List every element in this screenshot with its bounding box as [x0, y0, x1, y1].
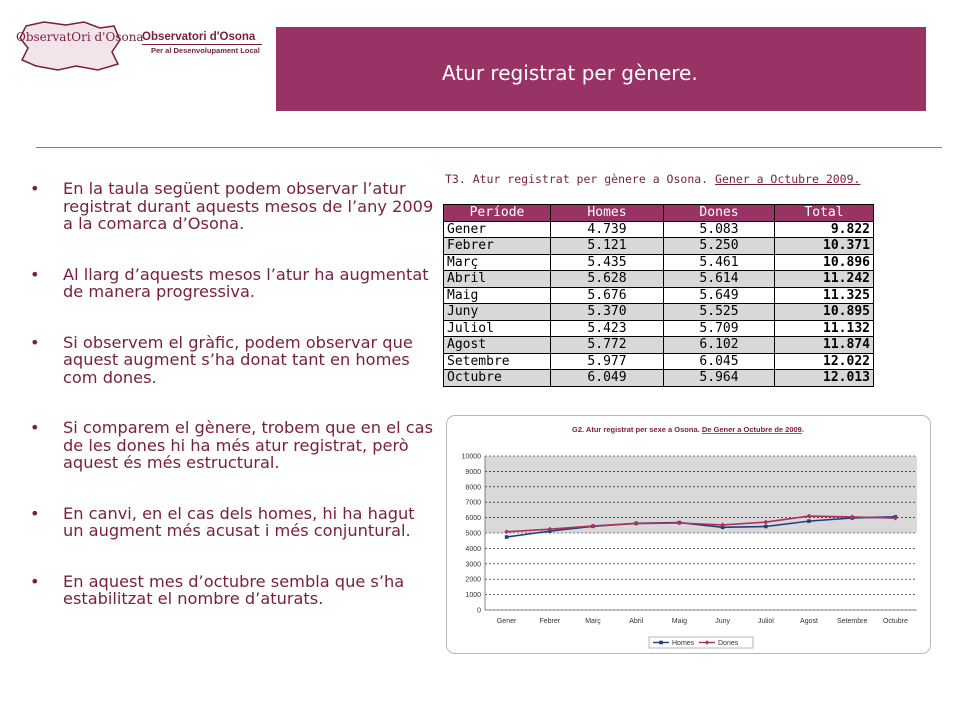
- x-tick-label: Setembre: [837, 618, 868, 625]
- table-cell: 5.083: [664, 221, 775, 238]
- x-tick-label: Agost: [800, 618, 818, 625]
- y-tick-label: 2000: [465, 576, 481, 584]
- table-cell: 5.977: [551, 353, 664, 370]
- title-banner: [276, 27, 926, 111]
- data-point-homes: [764, 525, 768, 529]
- x-tick-label: Octubre: [882, 618, 908, 625]
- table-cell: 10.895: [775, 304, 874, 321]
- table-cell: 12.013: [775, 370, 874, 387]
- table-cell: 11.132: [775, 320, 874, 337]
- y-tick-label: 6000: [465, 515, 481, 523]
- plot-background-lower: [485, 533, 917, 610]
- emblem-text: ObservatOri d'Osona: [16, 30, 144, 44]
- bullet-item: • Si observem el gràfic, podem observar que aquest augment s’ha donat tant en homes com dones.: [30, 334, 440, 387]
- bullet-item: • Si comparem el gènere, trobem que en el cas de les dones hi ha més atur registrat, però aquest és més estructural.: [30, 419, 440, 472]
- bullet-item: • En canvi, en el cas dels homes, hi ha hagut un augment més acusat i més conjuntural.: [30, 505, 440, 540]
- table-cell: Abril: [444, 271, 551, 288]
- bullet-item: • En aquest mes d’octubre sembla que s’ha estabilitzat el nombre d’aturats.: [30, 573, 440, 608]
- y-tick-label: 8000: [465, 484, 481, 492]
- table-cell: Juliol: [444, 320, 551, 337]
- table-row: [444, 304, 874, 321]
- table-cell: 5.121: [551, 238, 664, 255]
- table-row: [444, 353, 874, 370]
- data-table: [443, 204, 874, 387]
- table-title: [445, 172, 860, 186]
- x-tick-label: Febrer: [539, 618, 561, 625]
- plot-background: [485, 456, 917, 533]
- legend-label-dones: Dones: [718, 640, 739, 647]
- bullet-item: • Al llarg d’aquests mesos l’atur ha augmentat de manera progressiva.: [30, 266, 440, 301]
- table-cell: 6.049: [551, 370, 664, 387]
- column-header: Homes: [551, 205, 664, 222]
- table-row: [444, 221, 874, 238]
- table-header-row: [444, 205, 874, 222]
- y-tick-label: 5000: [465, 530, 481, 538]
- table-row: [444, 370, 874, 387]
- logo: [14, 20, 264, 72]
- chart-panel: [446, 415, 931, 654]
- table-cell: 5.964: [664, 370, 775, 387]
- x-tick-label: Març: [585, 618, 601, 625]
- table-cell: 5.649: [664, 287, 775, 304]
- bullet-item: • En la taula següent podem observar l’atur registrat durant aquests mesos de l’any 2009 a la comarca d’Osona.: [30, 180, 440, 233]
- column-header: Total: [775, 205, 874, 222]
- brand-tagline: Per al Desenvolupament Local: [151, 46, 260, 55]
- table-cell: 5.709: [664, 320, 775, 337]
- y-tick-label: 9000: [465, 468, 481, 476]
- data-point-homes: [807, 519, 811, 523]
- chart-title-prefix: G2. Atur registrat per sexe a Osona.: [572, 425, 702, 434]
- line-chart: [447, 416, 930, 653]
- data-point-homes: [505, 535, 509, 539]
- table-title-period: Gener a Octubre 2009.: [715, 172, 861, 186]
- table-cell: 11.325: [775, 287, 874, 304]
- table-cell: 5.628: [551, 271, 664, 288]
- table-cell: 5.461: [664, 254, 775, 271]
- table-cell: Febrer: [444, 238, 551, 255]
- table-cell: 6.102: [664, 337, 775, 354]
- legend-marker-homes: [659, 641, 663, 645]
- y-tick-label: 4000: [465, 545, 481, 553]
- x-tick-label: Maig: [671, 618, 687, 625]
- bullet-list: [30, 180, 440, 608]
- table-cell: 5.525: [664, 304, 775, 321]
- table-row: [444, 238, 874, 255]
- x-tick-label: Gener: [496, 618, 517, 625]
- chart-title-suffix: .: [801, 425, 804, 434]
- chart-title-period: De Gener a Octubre de 2009: [701, 425, 802, 434]
- osona-emblem-icon: [14, 20, 126, 72]
- y-tick-label: 3000: [465, 561, 481, 569]
- table-row: [444, 271, 874, 288]
- table-cell: Març: [444, 254, 551, 271]
- table-cell: 5.435: [551, 254, 664, 271]
- divider: [36, 147, 942, 148]
- chart-title: [572, 425, 804, 434]
- table-cell: 5.423: [551, 320, 664, 337]
- table-title-prefix: T3. Atur registrat per gènere a Osona.: [445, 172, 709, 186]
- table-cell: 5.250: [664, 238, 775, 255]
- table-cell: 5.614: [664, 271, 775, 288]
- x-tick-label: Juliol: [757, 618, 774, 625]
- table-cell: Juny: [444, 304, 551, 321]
- y-tick-label: 1000: [465, 592, 481, 600]
- brand-name: Observatori d'Osona: [142, 31, 256, 43]
- table-cell: 5.370: [551, 304, 664, 321]
- table-cell: 11.874: [775, 337, 874, 354]
- table-row: [444, 287, 874, 304]
- table-cell: 9.822: [775, 221, 874, 238]
- column-header: Dones: [664, 205, 775, 222]
- table-row: [444, 320, 874, 337]
- legend-label-homes: Homes: [672, 640, 695, 647]
- table-row: [444, 337, 874, 354]
- y-tick-label: 0: [477, 607, 481, 615]
- y-tick-label: 7000: [465, 499, 481, 507]
- table-cell: 4.739: [551, 221, 664, 238]
- table-cell: Octubre: [444, 370, 551, 387]
- table-cell: Setembre: [444, 353, 551, 370]
- brand-rule: [142, 44, 262, 45]
- table-cell: 6.045: [664, 353, 775, 370]
- table-cell: 10.896: [775, 254, 874, 271]
- column-header: Període: [444, 205, 551, 222]
- x-tick-label: Abril: [629, 618, 644, 625]
- table-cell: 10.371: [775, 238, 874, 255]
- table-cell: 5.772: [551, 337, 664, 354]
- table-cell: 12.022: [775, 353, 874, 370]
- table-row: [444, 254, 874, 271]
- table-cell: Maig: [444, 287, 551, 304]
- table-cell: 11.242: [775, 271, 874, 288]
- slide-title: Atur registrat per gènere.: [442, 61, 698, 85]
- table-cell: 5.676: [551, 287, 664, 304]
- y-tick-label: 10000: [461, 453, 481, 461]
- table-cell: Agost: [444, 337, 551, 354]
- x-tick-label: Juny: [715, 618, 730, 625]
- table-cell: Gener: [444, 221, 551, 238]
